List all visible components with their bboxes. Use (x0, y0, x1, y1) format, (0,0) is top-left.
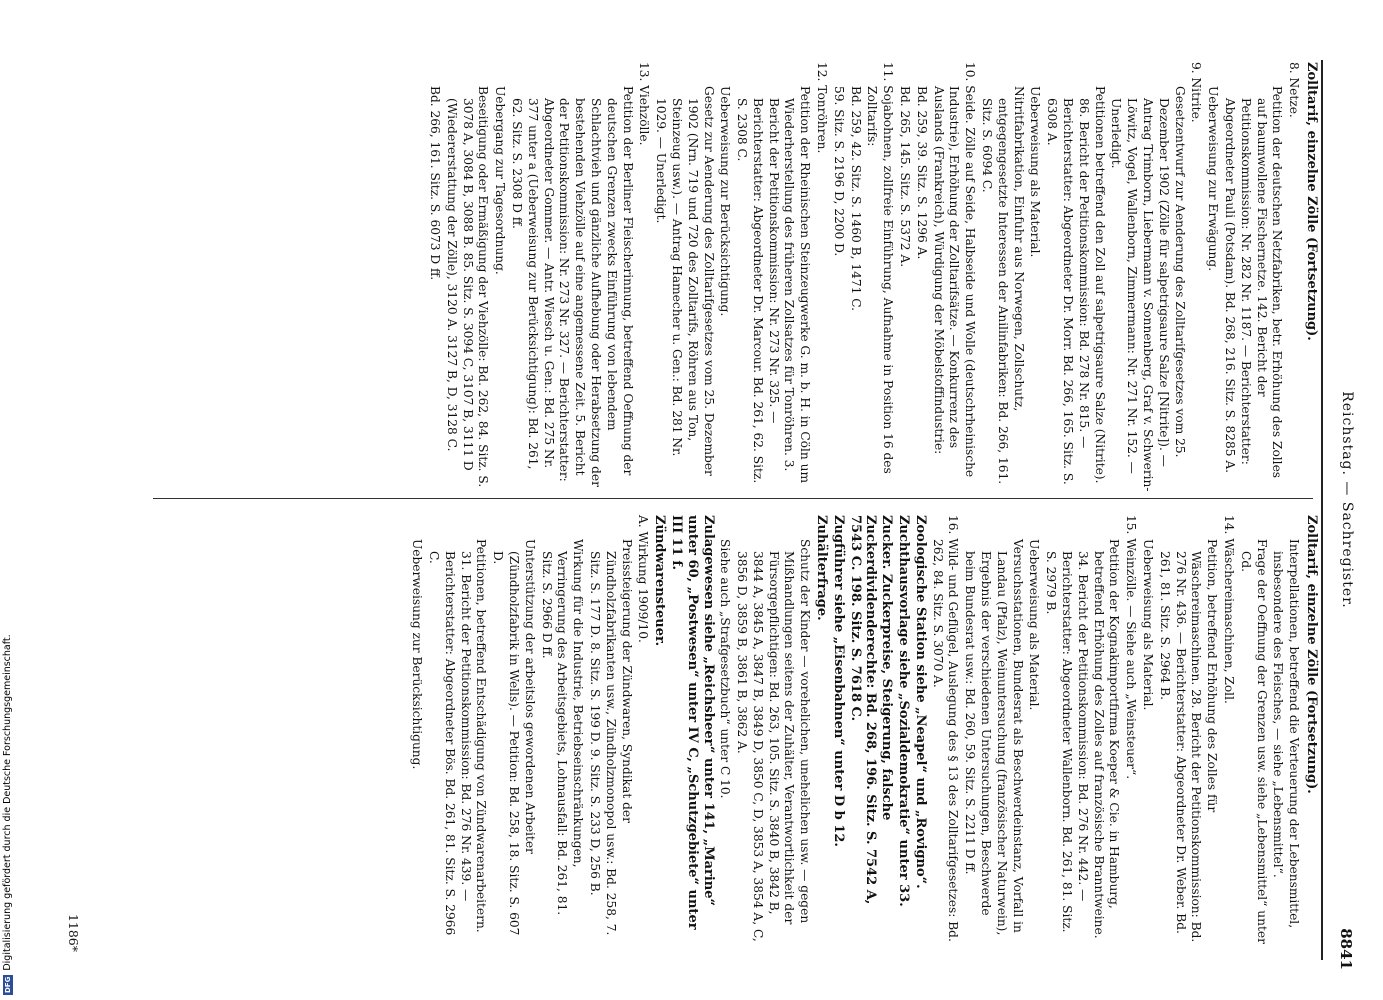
register-entry: Interpellationen, betreffend die Verteuerung der Lebensmittel, insbesondere des Fleisches, — siehe „Lebensmittel“. (1271, 539, 1302, 929)
register-keyword: Zugführer siehe „Eisenbahnen“ unter D b 12. (830, 515, 846, 847)
register-keyword: Zoologische Station siehe „Neapel“ und „Rovigno“. (912, 515, 928, 889)
register-entry: Wirkung für die Industrie, Betriebseinschränkungen, Verringerung des Arbeitsgebiets, Lohnausfall: Bd. 261, 81. Sitz. S. 2966 D ff. (539, 539, 586, 916)
register-entry: Petitionen betreffend den Zoll auf salpetrigsaure Salze (Nitrite). 86. Bericht der Petitionskommission: Bd. 278 Nr. 815. — Berichterstatter: Abgeordneter Dr. Morr. Bd. 266, 165. Sitz. S. 6308 A. (1045, 86, 1107, 485)
register-keyword: Zuchthausvorlage siehe „Sozialdemokratie“ unter 33. (896, 515, 912, 907)
left-entries (426, 62, 1301, 492)
register-entry: Ueberweisung als Material. (1141, 539, 1156, 711)
register-entry: Preissteigerung der Zündwaren, Syndikat der Zündholzfabrikanten usw., Zündholzmonopol usw.: Bd. 258, 7. Sitz. S. 177 D. 8. Sitz. S. 199 D. 9. Sitz. S. 233 D, 256 B. (587, 539, 634, 936)
register-entry: Ueberweisung zur Berücksichtigung. (410, 539, 425, 770)
register-entry: Unterstützung der arbeitslos gewordenen Arbeiter (Zündholzfabrik in Wells). — Petition: Bd. 258, 18. Sitz. S. 607 D. (491, 539, 537, 936)
register-entry: 16. Wild- und Geflügel, Auslegung des § 13 des Zolltarifgesetzes: Bd. 262, 84. Sitz. S. 3070 A. (930, 515, 961, 942)
page-number: 8841 (1337, 928, 1355, 970)
register-entry: Ueberweisung als Material. (1028, 86, 1043, 258)
register-entry: 59. Sitz. S. 2196 D, 2200 D. (831, 86, 846, 257)
register-entry: Petition der deutschen Netzfabriken, betr. Erhöhung des Zolles auf baumwollene Fischernetze. 142. Bericht der Petitionskommission: Nr. 282 Nr. 1187. — Berichterstatter: Abgeordneter Pauli (Potsdam). Bd. 268, 216. Sitz. S. 8285 A. (1223, 86, 1285, 479)
header-rule (1321, 60, 1323, 960)
register-entry: Ueberweisung als Material. (1027, 539, 1042, 711)
left-column (425, 62, 1321, 492)
register-keyword: Zuhälterfrage. (814, 515, 830, 621)
register-entry: Schutz der Kinder — vorehelichen, unehelichen usw. — gegen Mißhandlungen seitens der Zuhälter, Verantwortlichkeit der Fürsorgepflichtigen: Bd. 263, 105. Sitz. S. 3840 B, 3842 B, 3844 A, 3845 A, 3847 B, 3849 D, 3850 C, D, 3853 A, 3854 A, C, 3856 D, 3859 B, 3861 B, 3862 A. (735, 539, 813, 942)
register-entry: Bd. 259, 42. Sitz. S. 1460 B, 1471 C. (848, 86, 863, 311)
register-entry: Uebergang zur Tagesordnung. (493, 86, 508, 275)
register-entry: 10. Seide. Zölle auf Seide, Halbseide und Wolle (deutschrheinische Industrie), Erhöhung der Zolltarifsätze. — Konkurrenz des Auslands (Frankreich), Würdigung der Möbelstoffindustrie: (931, 62, 978, 478)
register-entry: Ueberweisung zur Berücksichtigung. (718, 86, 733, 317)
credit-text: Digitalisierung gefördert durch die Deutsche Forschungsgemeinschaft. (2, 634, 13, 971)
register-entry: Petition, betreffend Erhöhung des Zolles für Wäschereimaschinen. 28. Bericht der Petitionskommission: Bd. 276 Nr. 436. — Berichterstatter: Abgeordneter Dr. Weber. Bd. 261, 81. Sitz. S. 2964 B. (1157, 539, 1220, 943)
register-entry: Ueberweisung zur Erwägung. (1206, 86, 1221, 272)
register-entry: 8. Netze. (1287, 62, 1302, 118)
right-column-heading: Zolltarif, einzelne Zölle (Fortsetzung). (1304, 515, 1319, 794)
register-keyword: Zucker. Zuckerpreise, Steigerung, falsche Zuckerdividenderechte: Bd. 268, 196. Sitz. S. 7542 A, 7543 C. 198. Sitz. S. 7618 C. (847, 515, 895, 905)
register-keyword: Zündwarensteuer. (652, 515, 668, 647)
right-entries (408, 515, 1301, 945)
digitization-credit (2, 634, 13, 995)
register-entry: 11. Sojabohnen, zollfreie Einführung, Aufnahme in Position 16 des Zolltarifs: (865, 62, 896, 474)
register-entry: 15. Weinzölle. — Siehe auch „Weinsteuer“. (1124, 515, 1139, 780)
register-entry: Beseitigung oder Ermäßigung der Viehzölle: Bd. 262, 84. Sitz. S. 3078 A, 3084 B, 3088 B. 85. Sitz. S. 3094 C, 3107 B, 3111 D (Wiedererstattung der Zölle), 3120 A. 3127 B, D, 3128 C. (444, 86, 491, 488)
register-entry: Frage der Oeffnung der Grenzen usw. siehe „Lebensmittel“ unter Cd. (1238, 539, 1269, 944)
left-column-heading: Zolltarif, einzelne Zölle (Fortsetzung). (1304, 62, 1319, 341)
register-entry: Gesetzentwurf zur Aenderung des Zolltarifgesetzes vom 25. Dezember 1902 (Zölle für salpetrigsaure Salze [Nitrite]). — Antrag Trimborn, Liebermann v. Sonnenberg, Graf v. Schwerin-Löwitz, Vogel, Wallenborn, Zimmermann: Nr. 271 Nr. 152. — Unerledigt. (1109, 86, 1187, 492)
right-column (407, 515, 1321, 945)
register-keyword: Zulagewesen siehe „Reichsheer“ unter 141, „Marine“ unter 60, „Postwesen“ unter IV C, „Schutzgebiete“ unter III 11 f. (668, 515, 716, 930)
column-divider (153, 498, 1313, 499)
page-header (1323, 60, 1363, 970)
register-entry: A. Wirkung 1909/10. (636, 515, 651, 643)
register-entry: Versuchsstationen, Bundesrat als Beschwerdeinstanz, Vorfall in Landau (Pfalz), Weinuntersuchung (französischer Naturwein), Ergebnis der verschiedenen Untersuchungen, Beschwerde beim Bundesrat usw.: Bd. 260, 59. Sitz. S. 2211 D ff. (963, 539, 1025, 936)
register-entry: Bd. 266, 161. Sitz. S. 6073 D ff. (427, 86, 442, 281)
dfg-logo: DFG (3, 976, 12, 993)
running-title: Reichstag. — Sachregister. (1339, 391, 1355, 609)
register-entry: 14. Wäschereimaschinen, Zoll. (1222, 515, 1237, 704)
register-entry: Nitritfabrikation, Einfuhr aus Norwegen, Zollschutz, entgegengesetzte Interessen der Anilinfabriken: Bd. 266, 161. Sitz. S. 6094 C. (980, 86, 1026, 485)
register-entry: 9. Nitrite. (1189, 62, 1204, 123)
register-entry: Siehe auch „Strafgesetzbuch“ unter C 10. (718, 539, 733, 799)
register-entry: 13. Viehzölle. (637, 62, 652, 146)
register-entry: Petitionen, betreffend Entschädigung von Zündwarenarbeitern. 31. Bericht der Petitionskommission: Bd. 276 Nr. 439. — Berichterstatter: Abgeordneter Bös. Bd. 261, 81. Sitz. S. 2966 C. (426, 539, 489, 936)
register-entry: Bd. 265, 145. Sitz. S. 5372 A. (898, 86, 913, 268)
register-entry: 12. Tonröhren. (815, 62, 830, 154)
sheet-mark: 1186* (66, 913, 81, 952)
register-entry: Gesetz zur Aenderung des Zolltarifgesetzes vom 25. Dezember 1902 (Nrn. 719 und 720 des Zolltarifs, Röhren aus Ton, Steinzeug usw.). — Antrag Hamecher u. Gen.: Bd. 281 Nr. 1029. — Unerledigt. (654, 86, 716, 476)
register-entry: Petition der Rheinischen Steinzeugwerke G. m. b. H. in Cöln um Wiederherstellung des früheren Zollsatzes für Tonröhren. 3. Bericht der Petitionskommission: Nr. 273 Nr. 325. — Berichterstatter: Abgeordneter Dr. Marcour. Bd. 261, 62. Sitz. S. 2308 C. (735, 86, 813, 484)
register-entry: Petition der Berliner Fleischerinnung, betreffend Oeffnung der deutschen Grenzen zwecks Einführung von lebendem Schlachtvieh und gänzliche Aufhebung oder Herabsetzung der bestehenden Viehzölle auf eine angemessene Zeit. 5. Bericht der Petitionskommission: Nr. 273 Nr. 327. — Berichterstatter: Abgeordneter Gommer. — Antr. Wiesch u. Gen.: Bd. 275 Nr. 377 unter a (Ueberweisung zur Berücksichtigung): Bd. 261, 62. Sitz. S. 2308 D ff. (509, 86, 635, 487)
register-entry: Bd. 259, 39. Sitz. S. 1296 A. (914, 86, 929, 260)
register-entry: Petition der Kognakimportfirma Koeper & Cie. in Hamburg, betreffend Erhöhung des Zolles auf französische Branntweine. 34. Bericht der Petitionskommission: Bd. 276 Nr. 442. — Berichterstatter: Abgeordneter Wallenborn. Bd. 261, 81. Sitz. S. 2979 B. (1044, 539, 1122, 939)
